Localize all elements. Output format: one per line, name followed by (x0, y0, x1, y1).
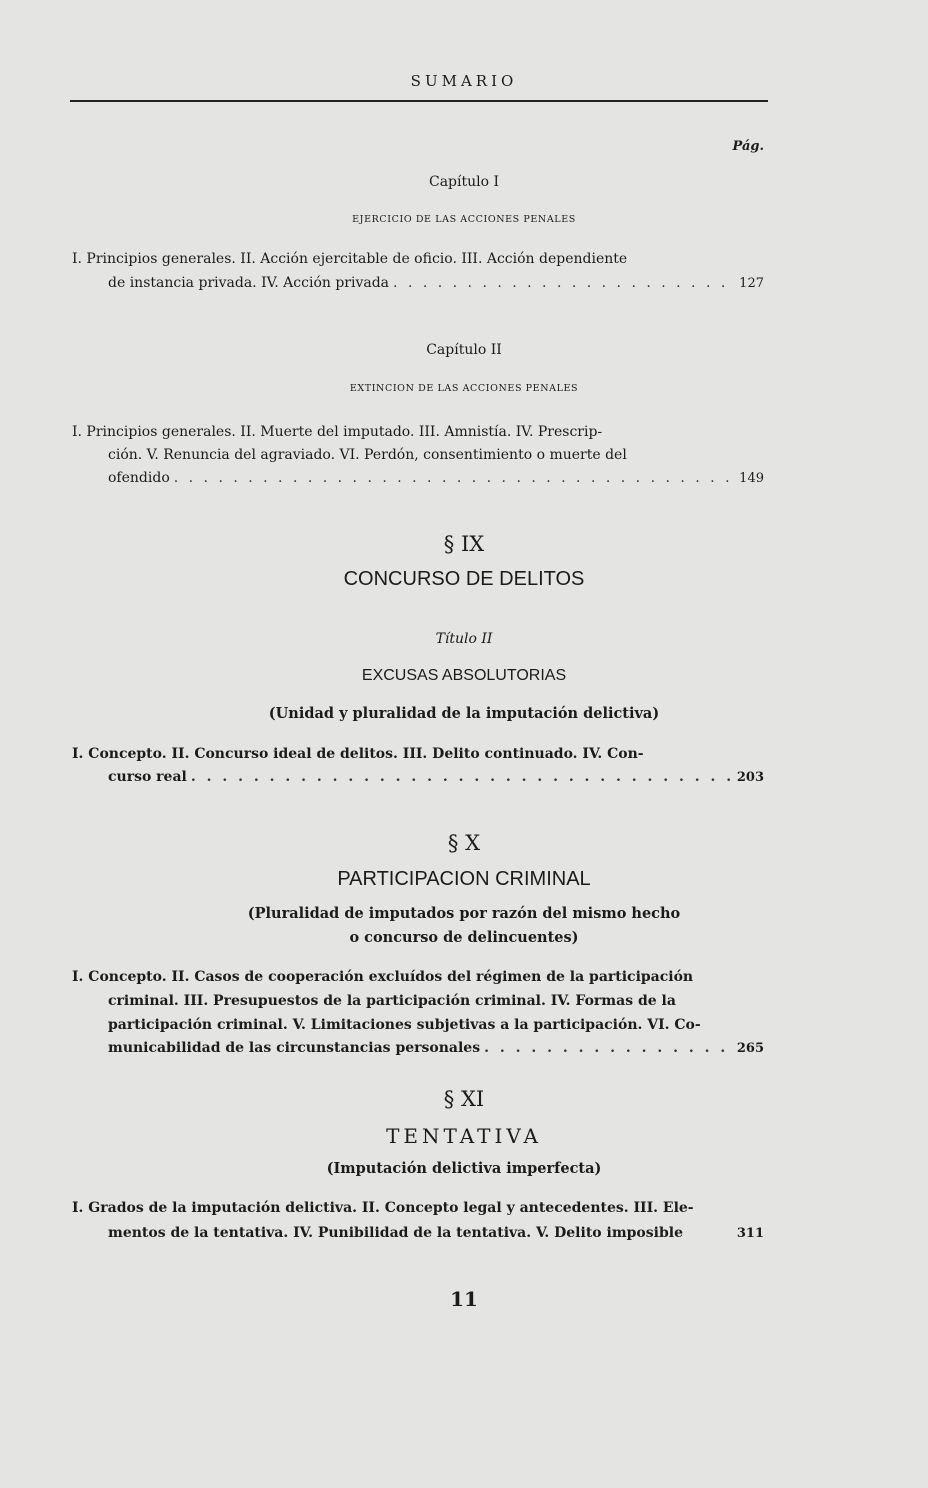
chapter-2-entry-line-1: I. Principios generales. II. Muerte del imputado. III. Amnistía. IV. Prescrip- (72, 424, 603, 440)
page-folio-number: 11 (450, 1287, 478, 1311)
chapter-2-entry-line-3 (108, 470, 764, 486)
header-rule (70, 100, 768, 102)
section-10-entry-line-2: criminal. III. Presupuestos de la participación criminal. IV. Formas de la (108, 993, 676, 1009)
section-11-mark: § XI (443, 1087, 485, 1111)
section-11-title: TENTATIVA (386, 1124, 542, 1148)
section-9-entry-line-1: I. Concepto. II. Concurso ideal de delitos. III. Delito continuado. IV. Con- (72, 746, 644, 762)
section-10-subtitle-1: (Pluralidad de imputados por razón del mismo hecho (247, 905, 681, 922)
section-9-subtitle-caps: EXCUSAS ABSOLUTORIAS (361, 667, 567, 684)
page-header-title: SUMARIO (410, 72, 518, 90)
page-column-label: Pág. (732, 139, 764, 154)
section-9-title: CONCURSO DE DELITOS (343, 568, 585, 590)
chapter-2-entry-line-2: ción. V. Renuncia del agraviado. VI. Perdón, consentimiento o muerte del (108, 447, 627, 463)
section-10-entry-line-1: I. Concepto. II. Casos de cooperación excluídos del régimen de la participación (72, 969, 694, 985)
section-10-entry-line-4 (108, 1040, 764, 1056)
dot-leader (191, 769, 733, 785)
section-10-page-number: 265 (736, 1041, 764, 1056)
dot-leader (484, 1040, 733, 1056)
section-11-entry-line-2 (108, 1225, 764, 1241)
section-9-page-number: 203 (736, 770, 764, 785)
chapter-2-entry-text: ofendido (108, 470, 170, 486)
chapter-1-heading: Capítulo I (428, 174, 500, 190)
section-9-mark: § IX (443, 532, 485, 556)
chapter-1-entry-line-1: I. Principios generales. II. Acción ejercitable de oficio. III. Acción dependiente (72, 251, 628, 267)
section-9-entry-text: curso real (108, 769, 187, 785)
chapter-2-page-number: 149 (739, 471, 764, 486)
section-11-subtitle: (Imputación delictiva imperfecta) (326, 1160, 602, 1177)
chapter-2-subheading: EXTINCION DE LAS ACCIONES PENALES (349, 383, 579, 394)
section-9-titulo: Título II (435, 631, 493, 647)
chapter-1-page-number: 127 (739, 276, 764, 291)
chapter-1-subheading: EJERCICIO DE LAS ACCIONES PENALES (352, 214, 576, 225)
chapter-1-entry-text: de instancia privada. IV. Acción privada (108, 275, 390, 291)
section-10-entry-text: municabilidad de las circunstancias personales (108, 1040, 481, 1056)
chapter-1-entry-line-2 (108, 275, 764, 291)
section-11-page-number: 311 (736, 1226, 764, 1241)
dot-leader (393, 275, 735, 291)
section-10-mark: § X (447, 831, 481, 855)
section-9-subtitle: (Unidad y pluralidad de la imputación delictiva) (268, 705, 660, 722)
section-10-title: PARTICIPACION CRIMINAL (337, 868, 591, 890)
section-10-subtitle-2: o concurso de delincuentes) (349, 929, 579, 946)
dot-leader (174, 470, 735, 486)
section-10-entry-line-3: participación criminal. V. Limitaciones subjetivas a la participación. VI. Co- (108, 1017, 701, 1033)
section-11-entry-line-1: I. Grados de la imputación delictiva. II. Concepto legal y antecedentes. III. Ele- (72, 1200, 694, 1216)
section-9-entry-line-2 (108, 769, 764, 785)
section-11-entry-text: mentos de la tentativa. IV. Punibilidad de la tentativa. V. Delito imposible (108, 1225, 683, 1241)
chapter-2-heading: Capítulo II (426, 342, 502, 358)
